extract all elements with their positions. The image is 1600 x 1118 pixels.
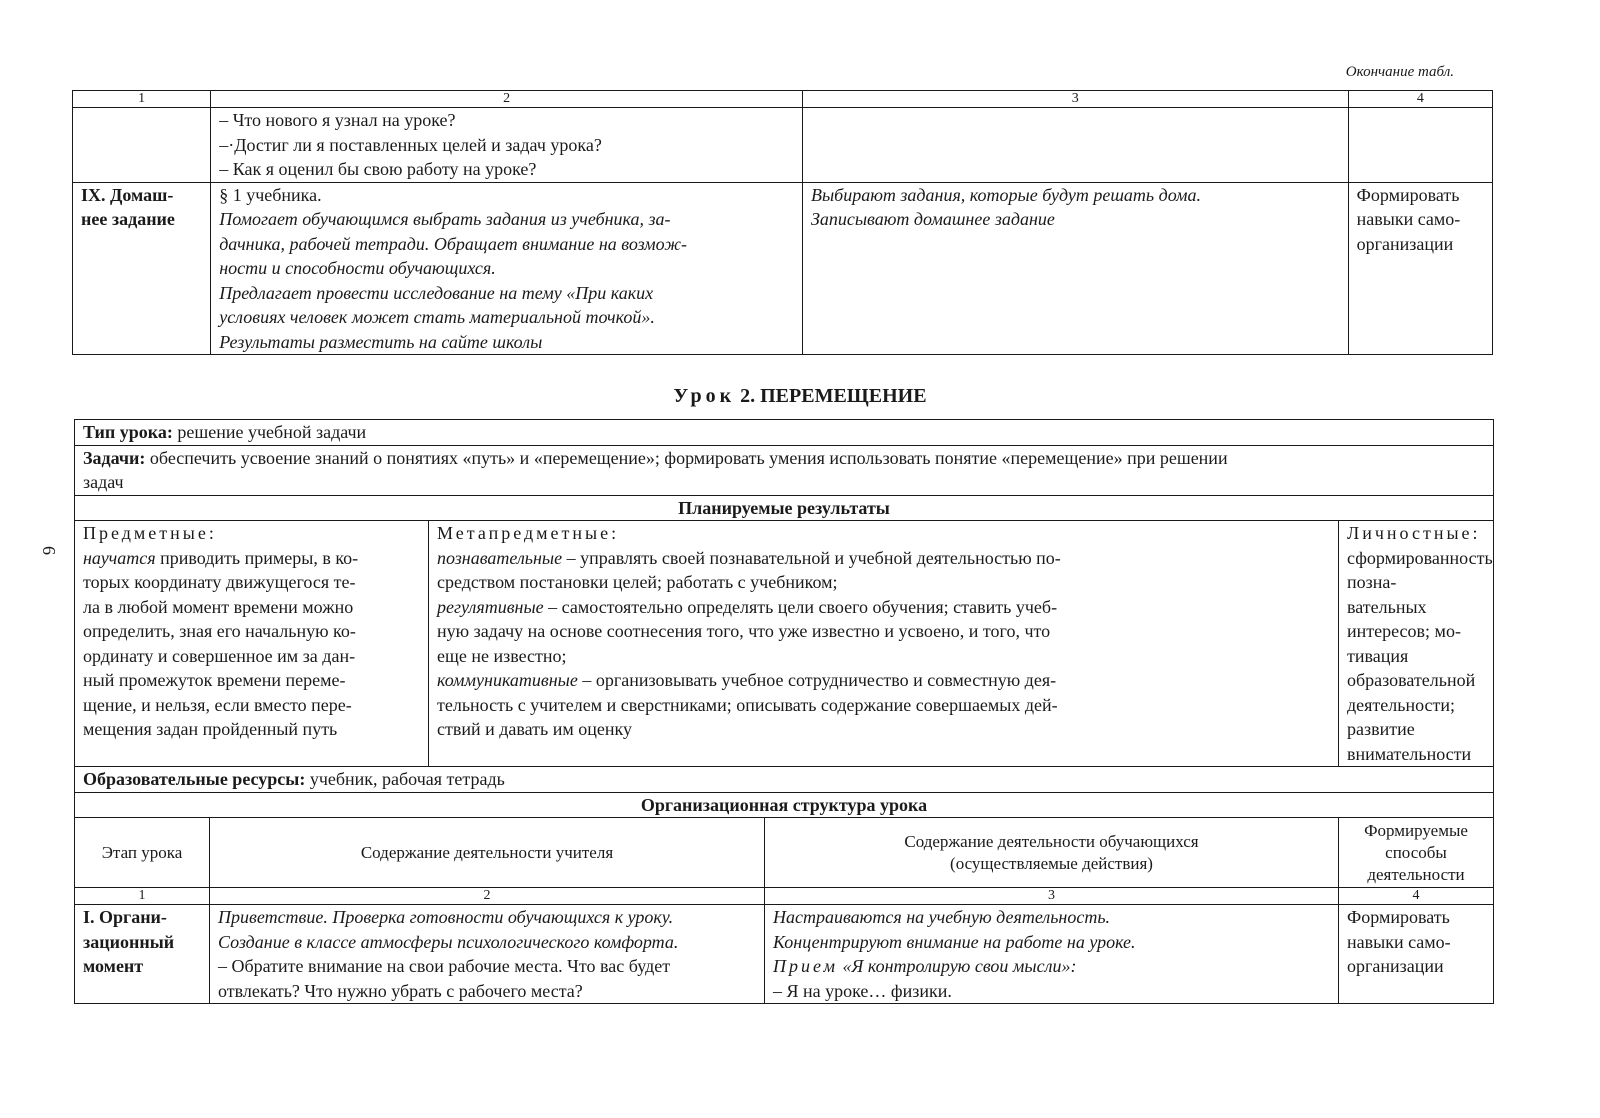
- meta-line: ную задачу на основе соотнесения того, что уже известно и усвоено, и того, что: [437, 621, 1051, 641]
- reflection-question: – Что нового я узнал на уроке?: [219, 110, 456, 130]
- students-activity-line: Записывают домашнее задание: [810, 209, 1055, 229]
- students-activity-line: Выбирают задания, которые будут решать дома.: [810, 184, 1202, 205]
- method-line: навыки само-: [1347, 931, 1451, 952]
- resources-value: учебник, рабочая тетрадь: [305, 769, 505, 789]
- subject-line: ординату и совершенное им за дан-: [83, 645, 356, 666]
- table-continuation-note: Окончание табл.: [1345, 64, 1454, 80]
- lesson-plan-table: [74, 419, 1494, 1004]
- subject-line: ла в любой момент времени можно: [83, 596, 354, 617]
- col-number: 2: [210, 888, 765, 905]
- personal-results-cell: [1339, 521, 1494, 767]
- students-activity-line: Настраиваются на учебную деятельность.: [773, 907, 1111, 927]
- page-number: 6: [39, 546, 59, 555]
- students-header: [765, 818, 1339, 888]
- meta-line: средством постановки целей; работать с учебником;: [437, 572, 838, 592]
- col-number: 3: [802, 91, 1348, 108]
- lesson-type-value: решение учебной задачи: [172, 422, 367, 442]
- method-line: организации: [1347, 956, 1444, 976]
- teacher-activity-line: Предлагает провести исследование на тему «При каких: [219, 282, 654, 303]
- teacher-header: Содержание деятельности учителя: [210, 818, 765, 888]
- meta-results-cell: [429, 521, 1339, 767]
- methods-header-line: способы: [1385, 842, 1447, 862]
- teacher-activity-line: ности и способности обучающихся.: [219, 258, 496, 278]
- personal-line: деятельности; развитие: [1347, 694, 1456, 739]
- meta-line: тельность с учителем и сверстниками; описывать содержание совершаемых дей-: [437, 694, 1058, 715]
- method-line: Формировать: [1356, 184, 1460, 205]
- teacher-activity-line: дачника, рабочей тетради. Обращает внимание на возмож-: [219, 233, 687, 254]
- planned-results-heading: Планируемые результаты: [75, 495, 1494, 521]
- reflection-question: –·Достиг ли я поставленных целей и задач урока?: [219, 134, 602, 155]
- col-number: 1: [75, 888, 210, 905]
- teacher-speech-line: – Обратите внимание на свои рабочие места. Что вас будет: [218, 956, 671, 976]
- results-row: [75, 521, 1494, 767]
- column-number-row: [73, 91, 1493, 108]
- lesson-type-label: Тип урока:: [83, 422, 173, 442]
- methods-cell: [1339, 905, 1494, 1004]
- students-header-line: Содержание деятельности обучающихся: [904, 831, 1199, 851]
- methods-header: [1339, 818, 1494, 888]
- tasks-label: Задачи:: [83, 447, 146, 468]
- teacher-activity-line: Приветствие. Проверка готовности обучающихся к уроку.: [218, 907, 674, 927]
- tasks-row: [75, 445, 1494, 495]
- students-header-line: (осуществляемые действия): [950, 853, 1153, 873]
- teacher-activity-line: Создание в классе атмосферы психологического комфорта.: [218, 931, 679, 952]
- meta-line: еще не известно;: [437, 645, 567, 666]
- org-structure-heading: Организационная структура урока: [75, 792, 1494, 818]
- stage-name: I. Органи-: [83, 907, 167, 927]
- meta-line: – самостоятельно определять цели своего обучения; ставить учеб-: [543, 596, 1058, 617]
- teacher-cell: [210, 905, 765, 1004]
- resources-row: [75, 767, 1494, 793]
- subject-italic-start: научатся: [83, 547, 156, 568]
- technique-label: Прием: [773, 956, 839, 976]
- method-line: навыки само-: [1356, 209, 1461, 229]
- stage-header: Этап урока: [75, 818, 210, 888]
- col-number: 1: [73, 91, 211, 108]
- subject-line: щение, и нельзя, если вместо пере-: [83, 694, 352, 715]
- column-header-row: [75, 818, 1494, 888]
- subject-results-heading: Предметные:: [83, 523, 217, 543]
- stage-cell: [73, 108, 211, 183]
- org-structure-row: [75, 792, 1494, 818]
- meta-line: – организовывать учебное сотрудничество и совместную дея-: [577, 670, 1057, 690]
- students-speech-line: – Я на уроке… физики.: [773, 980, 952, 1001]
- subject-results-cell: [75, 521, 429, 767]
- teacher-activity-line: Результаты разместить на сайте школы: [219, 331, 543, 352]
- col-number: 4: [1348, 91, 1492, 108]
- personal-line: сформированность позна-: [1347, 547, 1493, 592]
- cognitive-label: познавательные: [437, 547, 563, 568]
- col-number: 2: [211, 91, 803, 108]
- stage-name: момент: [83, 956, 144, 976]
- stage-name: нее задание: [81, 209, 175, 229]
- method-line: организации: [1356, 233, 1454, 254]
- method-line: Формировать: [1347, 907, 1450, 927]
- communicative-label: коммуникативные: [437, 670, 578, 690]
- methods-header-line: Формируемые: [1364, 820, 1468, 840]
- table-row: [73, 182, 1493, 355]
- meta-line: – управлять своей познавательной и учебной деятельностью по-: [562, 547, 1061, 568]
- technique-value: «Я контролирую свои мысли»:: [842, 956, 1077, 976]
- methods-header-line: деятельности: [1367, 864, 1465, 884]
- lesson-type-row: [75, 420, 1494, 446]
- subject-line: торых координату движущегося те-: [83, 572, 356, 592]
- teacher-cell: [211, 108, 803, 183]
- lesson-title-text: 2. ПЕРЕМЕЩЕНИЕ: [740, 385, 927, 407]
- personal-line: тивация образовательной: [1347, 645, 1476, 690]
- homework-paragraph: § 1 учебника.: [219, 184, 322, 205]
- students-activity-line: Концентрируют внимание на работе на уроке.: [773, 931, 1136, 952]
- lesson-title: [0, 385, 1600, 408]
- subject-line: ный промежуток времени переме-: [83, 670, 346, 690]
- table-row: [75, 905, 1494, 1004]
- students-cell: [802, 108, 1348, 183]
- lesson-title-prefix: Урок: [673, 385, 736, 407]
- teacher-cell: [211, 182, 803, 355]
- col-number: 3: [765, 888, 1339, 905]
- students-cell: [765, 905, 1339, 1004]
- reflection-question: – Как я оценил бы свою работу на уроке?: [219, 159, 537, 179]
- lesson-type-cell: [75, 420, 1494, 446]
- regulatory-label: регулятивные: [437, 596, 544, 617]
- methods-cell: [1348, 108, 1492, 183]
- subject-line: определить, зная его начальную ко-: [83, 621, 356, 641]
- stage-cell: [73, 182, 211, 355]
- subject-line: мещения задан пройденный путь: [83, 719, 338, 739]
- meta-line: ствий и давать им оценку: [437, 719, 633, 739]
- tasks-value: обеспечить усвоение знаний о понятиях «путь» и «перемещение»; формировать умения использовать понятие «перемещение» при решении: [145, 447, 1228, 468]
- tasks-cell: [75, 445, 1494, 495]
- stage-cell: [75, 905, 210, 1004]
- personal-line: вательных интересов; мо-: [1347, 596, 1461, 641]
- teacher-activity-line: Помогает обучающимся выбрать задания из учебника, за-: [219, 209, 671, 229]
- table-row: [73, 108, 1493, 183]
- column-number-row: [75, 888, 1494, 905]
- personal-results-heading: Личностные:: [1347, 523, 1481, 543]
- subject-line: приводить примеры, в ко-: [155, 547, 359, 568]
- teacher-speech-line: отвлекать? Что нужно убрать с рабочего места?: [218, 980, 583, 1001]
- planned-results-row: [75, 495, 1494, 521]
- teacher-activity-line: условиях человек может стать материальной точкой».: [219, 307, 655, 327]
- methods-cell: [1348, 182, 1492, 355]
- resources-cell: [75, 767, 1494, 793]
- tasks-value-cont: задач: [83, 472, 124, 492]
- col-number: 4: [1339, 888, 1494, 905]
- personal-line: внимательности: [1347, 743, 1472, 764]
- meta-results-heading: Метапредметные:: [437, 523, 620, 543]
- continued-table: [72, 90, 1493, 355]
- students-cell: [802, 182, 1348, 355]
- resources-label: Образовательные ресурсы:: [83, 769, 306, 789]
- stage-name: зационный: [83, 931, 175, 952]
- stage-name: IX. Домаш-: [81, 184, 174, 205]
